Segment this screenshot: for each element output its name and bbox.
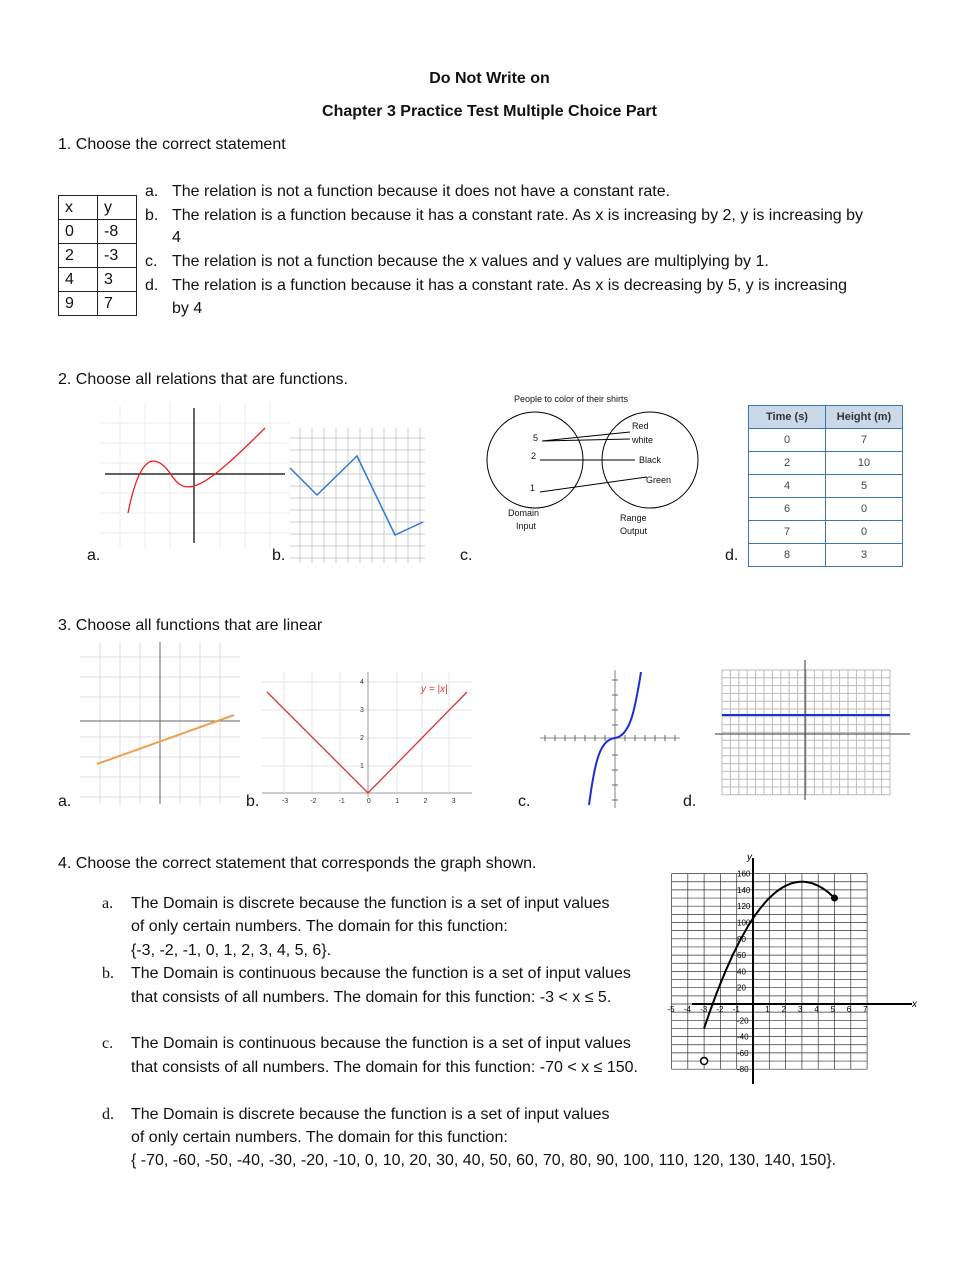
- option-letter: a.: [145, 183, 159, 200]
- x-tick-label: -1: [338, 798, 345, 805]
- option-letter: a.: [102, 895, 114, 912]
- y-tick-label: 2: [360, 735, 364, 742]
- graph-3a: [80, 642, 240, 804]
- x-tick-label: 0: [366, 798, 371, 805]
- choice-label: a.: [87, 547, 101, 564]
- y-tick-label: -80: [737, 1065, 749, 1075]
- option-text: The Domain is continuous because the function is a set of input values: [131, 965, 631, 982]
- option-letter: b.: [145, 207, 159, 224]
- range-label: Range: [620, 513, 647, 523]
- closed-endpoint: [831, 895, 838, 902]
- time-height-table: [748, 405, 903, 567]
- table-row: [749, 498, 903, 521]
- x-tick-label: -5: [667, 1005, 675, 1014]
- range-value: white: [632, 435, 654, 445]
- table-cell: 2: [59, 244, 98, 268]
- table-cell: -8: [98, 220, 137, 244]
- table-header: x: [59, 196, 98, 220]
- x-tick-label: 7: [863, 1005, 868, 1014]
- table-header: Height (m): [826, 406, 903, 429]
- option-text: The Domain is continuous because the function is a set of input values: [131, 1035, 631, 1052]
- table-cell: 4: [59, 268, 98, 292]
- graph-3d: [715, 660, 910, 800]
- option-text: that consists of all numbers. The domain for this function: -70 < x ≤ 150.: [131, 1059, 638, 1076]
- x-tick-label: 1: [765, 1005, 770, 1014]
- choice-label: c.: [518, 793, 531, 810]
- choice-label: d.: [725, 547, 739, 564]
- y-tick-label: 100: [737, 918, 751, 928]
- table-cell: 2: [749, 452, 826, 475]
- x-tick-label: 3: [451, 798, 456, 805]
- option-text: of only certain numbers. The domain for this function:: [131, 1129, 508, 1146]
- range-label: Output: [620, 526, 648, 536]
- question-1: 1. Choose the correct statement: [58, 136, 286, 153]
- table-cell: -3: [98, 244, 137, 268]
- option-text: of only certain numbers. The domain for this function:: [131, 918, 508, 935]
- open-endpoint: [701, 1058, 708, 1065]
- graph-3c: [535, 670, 685, 808]
- table-row: [749, 452, 903, 475]
- domain-label: Domain: [508, 508, 540, 518]
- domain-value: 5: [533, 433, 539, 443]
- page-subtitle: Chapter 3 Practice Test Multiple Choice Part: [322, 103, 657, 120]
- option-text: {-3, -2, -1, 0, 1, 2, 3, 4, 5, 6}.: [131, 942, 332, 959]
- option-text: The relation is not a function because the x values and y values are multiplying by 1.: [172, 253, 769, 270]
- table-row: [749, 544, 903, 567]
- x-tick-label: -3: [700, 1005, 708, 1014]
- graph-2b: [290, 428, 425, 563]
- choice-label: d.: [683, 793, 697, 810]
- table-header: Time (s): [749, 406, 826, 429]
- table-row: [749, 521, 903, 544]
- option-text: The relation is not a function because it does not have a constant rate.: [172, 183, 671, 200]
- choice-label: b.: [272, 547, 286, 564]
- domain-value: 1: [530, 483, 536, 493]
- x-tick-label: -4: [683, 1005, 691, 1014]
- abs-label: y = |x|: [421, 684, 448, 695]
- option-text: The relation is a function because it has a constant rate. As x is decreasing by 5, y is increasing: [172, 277, 848, 294]
- question-2: 2. Choose all relations that are functions.: [58, 371, 348, 388]
- option-letter: b.: [102, 965, 114, 982]
- x-tick-label: 2: [781, 1005, 787, 1014]
- abs-value-graph: [267, 692, 467, 793]
- option-text: { -70, -60, -50, -40, -30, -20, -10, 0, 10, 20, 30, 40, 50, 60, 70, 80, 90, 100, 110, 120, 130, 140, 150}.: [131, 1152, 837, 1169]
- option-letter: d.: [145, 277, 159, 294]
- table-cell: 6: [749, 498, 826, 521]
- table-cell: 0: [59, 220, 98, 244]
- option-text: The relation is a function because it has a constant rate. As x is increasing by 2, y is increasing by: [172, 207, 864, 224]
- option-text: The Domain is discrete because the function is a set of input values: [131, 1106, 610, 1123]
- y-tick-label: 4: [360, 679, 364, 686]
- graph-2a: [100, 403, 290, 548]
- table-cell: 5: [826, 475, 903, 498]
- domain-label: Input: [516, 521, 537, 531]
- y-tick-label: 140: [737, 885, 751, 895]
- table-header: y: [98, 196, 137, 220]
- question-3: 3. Choose all functions that are linear: [58, 617, 323, 634]
- choice-label: c.: [460, 547, 473, 564]
- x-tick-label: 5: [830, 1005, 835, 1014]
- domain-value: 2: [531, 451, 537, 461]
- x-tick-label: -1: [732, 1005, 740, 1014]
- x-tick-label: 2: [423, 798, 428, 805]
- red-curve: [128, 428, 265, 513]
- range-value: Green: [646, 475, 672, 485]
- x-tick-label: -2: [310, 798, 317, 805]
- table-cell: 3: [826, 544, 903, 567]
- y-tick-label: 1: [360, 763, 364, 770]
- mapping-title: People to color of their shirts: [514, 394, 629, 404]
- x-tick-label: -3: [282, 798, 289, 805]
- y-tick-label: 160: [737, 869, 751, 879]
- x-tick-label: 3: [797, 1005, 803, 1014]
- graph-4: [667, 852, 920, 1087]
- table-cell: 0: [826, 498, 903, 521]
- y-tick-label: 60: [737, 951, 746, 961]
- y-tick-label: -20: [737, 1016, 749, 1026]
- xy-table: [58, 195, 137, 316]
- table-cell: 0: [749, 429, 826, 452]
- option-text: 4: [172, 229, 181, 246]
- table-cell: 10: [826, 452, 903, 475]
- y-tick-label: 80: [737, 934, 746, 944]
- option-text: The Domain is discrete because the function is a set of input values: [131, 895, 610, 912]
- y-axis-label: y: [747, 852, 752, 863]
- table-cell: 7: [98, 292, 137, 316]
- x-tick-label: 4: [814, 1005, 819, 1014]
- choice-label: b.: [246, 793, 260, 810]
- option-letter: d.: [102, 1106, 114, 1123]
- y-tick-label: 120: [737, 902, 751, 912]
- table-cell: 9: [59, 292, 98, 316]
- table-cell: 4: [749, 475, 826, 498]
- x-tick-label: 6: [846, 1005, 852, 1014]
- table-cell: 7: [826, 429, 903, 452]
- table-cell: 7: [749, 521, 826, 544]
- y-tick-label: 40: [737, 967, 746, 977]
- page-title: Do Not Write on: [429, 70, 550, 87]
- range-value: Red: [632, 421, 649, 431]
- choice-label: a.: [58, 793, 72, 810]
- y-tick-label: -40: [737, 1032, 749, 1042]
- y-tick-label: 3: [360, 707, 364, 714]
- option-text: that consists of all numbers. The domain for this function: -3 < x ≤ 5.: [131, 989, 612, 1006]
- x-tick-label: 1: [395, 798, 400, 805]
- table-cell: 3: [98, 268, 137, 292]
- y-tick-label: -60: [737, 1048, 749, 1058]
- option-letter: c.: [145, 253, 158, 270]
- question-4: 4. Choose the correct statement that corresponds the graph shown.: [58, 855, 537, 872]
- option-letter: c.: [102, 1035, 114, 1052]
- y-tick-label: 20: [737, 983, 746, 993]
- table-row: [749, 429, 903, 452]
- x-tick-label: -2: [716, 1005, 724, 1014]
- table-cell: 0: [826, 521, 903, 544]
- x-axis-label: x: [912, 999, 917, 1010]
- range-value: Black: [639, 455, 662, 465]
- option-text: by 4: [172, 300, 203, 317]
- table-cell: 8: [749, 544, 826, 567]
- table-row: [749, 475, 903, 498]
- blue-line: [290, 456, 423, 535]
